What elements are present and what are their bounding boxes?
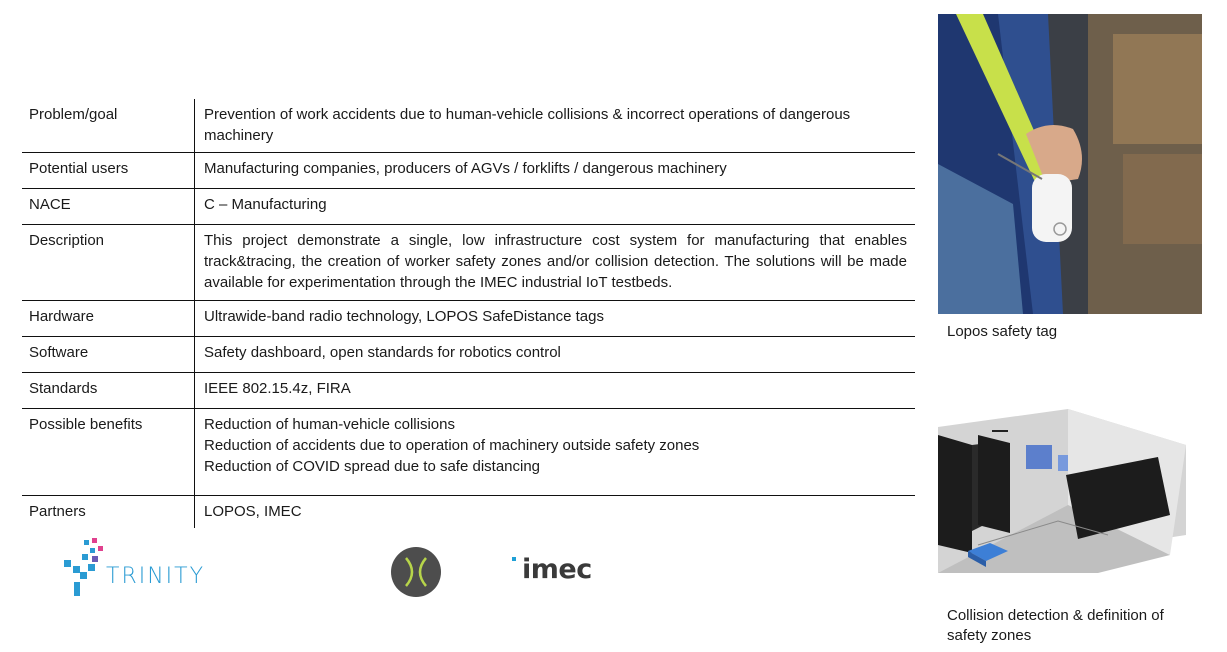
trinity-wordmark: TRINITY [106,564,206,589]
imec-logo [512,554,602,588]
render-caption-line: Collision detection & definition of [947,607,1164,624]
row-value [195,225,916,301]
value-line: C – Manufacturing [204,196,327,213]
value-line: Reduction of COVID spread due to safe distancing [204,458,541,475]
row-key: Problem/goal [22,99,195,153]
value-line: Prevention of work accidents due to human-vehicle collisions & incorrect operations of dangerous machinery [204,106,851,144]
safety-tag-photo [938,14,1202,314]
collision-zones-illustration [938,405,1186,575]
render-caption-line: safety zones [947,627,1032,644]
value-line: Reduction of accidents due to operation of machinery outside safety zones [204,437,700,454]
value-line: This project demonstrate a single, low infrastructure cost system for manufacturing that enables track&tracing, the creation of worker safety zones and/or collision detection. The solutions will be made available for experimentation through the IMEC industrial IoT testbeds. [204,232,907,291]
info-table [22,99,915,528]
lopos-logo [390,546,442,598]
safety-tag-photo-illustration [938,14,1202,314]
lopos-logo-icon [390,546,442,598]
row-value [195,373,916,409]
render-caption [947,606,1164,646]
value-line: IEEE 802.15.4z, FIRA [204,380,351,397]
table-row-problem-goal [22,99,915,153]
table-row-description [22,225,915,301]
table-row-software [22,337,915,373]
imec-wordmark: imec [522,554,592,585]
row-value [195,496,916,529]
row-key: Standards [22,373,195,409]
trinity-logo [62,538,232,600]
table-row-potential-users [22,153,915,189]
info-table-container [22,99,915,528]
row-key: Possible benefits [22,409,195,496]
photo-caption: Lopos safety tag [947,323,1058,340]
table-row-possible-benefits [22,409,915,496]
row-key: Partners [22,496,195,529]
imec-dot [512,557,516,561]
collision-zones-render [938,405,1186,575]
row-key: Description [22,225,195,301]
table-row-nace [22,189,915,225]
value-line: Safety dashboard, open standards for robotics control [204,344,561,361]
table-row-standards [22,373,915,409]
row-value [195,409,916,496]
row-key: NACE [22,189,195,225]
row-key: Software [22,337,195,373]
row-value [195,189,916,225]
row-key: Hardware [22,301,195,337]
table-row-partners [22,496,915,529]
value-line: LOPOS, IMEC [204,503,302,520]
row-value [195,301,916,337]
row-value [195,337,916,373]
value-line: Ultrawide-band radio technology, LOPOS SafeDistance tags [204,308,604,325]
row-key: Potential users [22,153,195,189]
row-value [195,99,916,153]
value-line: Manufacturing companies, producers of AGVs / forklifts / dangerous machinery [204,160,727,177]
row-value [195,153,916,189]
table-row-hardware [22,301,915,337]
value-line: Reduction of human-vehicle collisions [204,416,455,433]
